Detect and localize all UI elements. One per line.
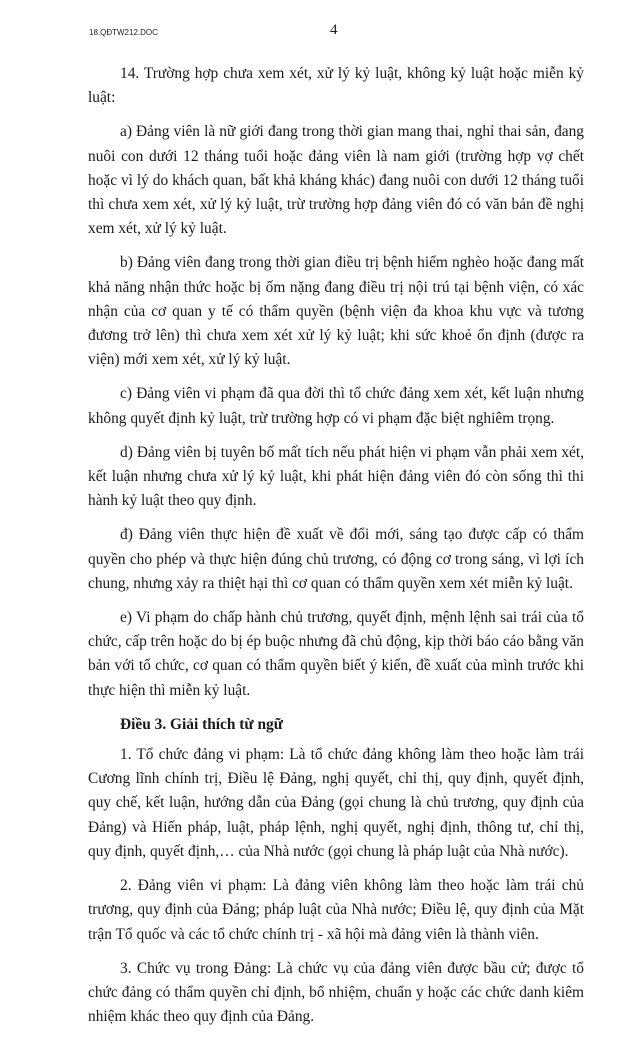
definition-2: 2. Đảng viên vi phạm: Là đảng viên không làm theo hoặc làm trái chủ trương, quy định của Đảng; pháp luật của Nhà nước; Điều lệ, quy định của Mặt trận Tổ quốc và các tổ chức chính trị - xã hội mà đảng viên là thành viên. bbox=[88, 877, 584, 943]
clause-14-item-d: d) Đảng viên bị tuyên bố mất tích nếu phát hiện vi phạm vẫn phải xem xét, kết luận nhưng chưa xử lý kỷ luật, khi phát hiện đảng viên đó còn sống thì thi hành kỷ luật theo quy định. bbox=[88, 443, 584, 510]
document-filename: 18.QĐTW212.DOC bbox=[89, 28, 158, 37]
clause-14-item-e: e) Vi phạm do chấp hành chủ trương, quyết định, mệnh lệnh sai trái của tổ chức, cấp trên hoặc do bị ép buộc nhưng đã chủ động, kịp thời báo cáo bằng văn bản với tổ chức, cơ quan có thẩm quyền biết ý kiến, đề xuất của mình trước khi thực hiện thì miễn kỷ luật. bbox=[88, 609, 584, 699]
clause-14-item-a: a) Đảng viên là nữ giới đang trong thời gian mang thai, nghỉ thai sản, đang nuôi con dưới 12 tháng tuổi hoặc đảng viên là nam giới (trường hợp vợ chết hoặc vì lý do khách quan, bất khả kháng khác) đang nuôi con dưới 12 tháng tuổi thì chưa xem xét, xử lý kỷ luật, trừ trường hợp đảng viên đó có văn bản đề nghị xem xét, xử lý kỷ luật. bbox=[88, 123, 584, 238]
clause-14-item-b: b) Đảng viên đang trong thời gian điều trị bệnh hiểm nghèo hoặc đang mất khả năng nhận thức hoặc bị ốm nặng đang điều trị nội trú tại bệnh viện, có xác nhận của cơ quan y tế có thẩm quyền (bệnh viện đa khoa khu vực và tương đương trở lên) thì chưa xem xét xử lý kỷ luật; khi sức khoẻ ổn định (được ra viện) mới xem xét, xử lý kỷ luật. bbox=[88, 254, 584, 369]
definition-3: 3. Chức vụ trong Đảng: Là chức vụ của đảng viên được bầu cử; được tổ chức đảng có thẩm quyền chỉ định, bổ nhiệm, chuẩn y hoặc các chức danh kiêm nhiệm khác theo quy định của Đảng. bbox=[88, 959, 584, 1026]
clause-14-item-dd: đ) Đảng viên thực hiện đề xuất về đổi mới, sáng tạo được cấp có thẩm quyền cho phép và thực hiện đúng chủ trương, có động cơ trong sáng, vì lợi ích chung, nhưng xảy ra thiệt hại thì cơ quan có thẩm quyền xem xét miễn kỷ luật. bbox=[88, 526, 584, 592]
document-body bbox=[88, 62, 584, 1039]
section-heading: Điều 3. Giải thích từ ngữ bbox=[120, 715, 283, 733]
clause-14-item-c: c) Đảng viên vi phạm đã qua đời thì tổ chức đảng xem xét, kết luận nhưng không quyết định kỷ luật, trừ trường hợp có vi phạm đặc biệt nghiêm trọng. bbox=[88, 385, 584, 427]
clause-14-intro: 14. Trường hợp chưa xem xét, xử lý kỷ luật, không kỷ luật hoặc miễn kỷ luật: bbox=[88, 65, 584, 107]
definition-1: 1. Tổ chức đảng vi phạm: Là tổ chức đảng không làm theo hoặc làm trái Cương lĩnh chính trị, Điều lệ Đảng, nghị quyết, chỉ thị, quy định, quyết định, quy chế, kết luận, hướng dẫn của Đảng (gọi chung là chủ trương, quy định của Đảng) và Hiến pháp, luật, pháp lệnh, nghị quyết, nghị định, thông tư, chỉ thị, quy định, quyết định,… của Nhà nước (gọi chung là pháp luật của Nhà nước). bbox=[88, 746, 584, 860]
page-number: 4 bbox=[330, 22, 338, 38]
